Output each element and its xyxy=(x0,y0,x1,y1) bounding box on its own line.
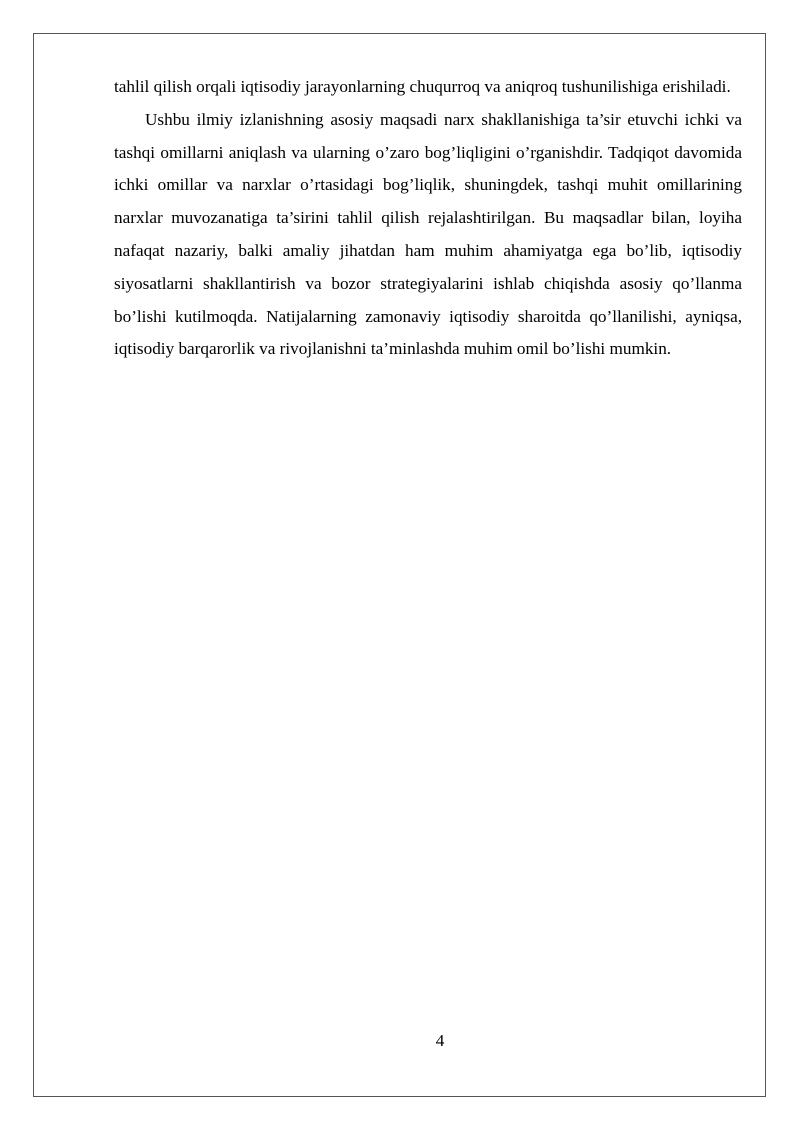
paragraph-continuation: tahlil qilish orqali iqtisodiy jarayonlarning chuqurroq va aniqroq tushunilishiga erishiladi. xyxy=(114,77,731,96)
page-number: 4 xyxy=(435,1031,445,1050)
paragraph-objective: Ushbu ilmiy izlanishning asosiy maqsadi narx shakllanishiga ta’sir etuvchi ichki va tashqi omillarni aniqlash va ularning o’zaro bog’liqligini o’rganishdir. Tadqiqot davomida ichki omillar va narxlar o’rtasidagi bog’liqlik, shuningdek, tashqi muhit omillarining narxlar muvozanatiga ta’sirini tahlil qilish rejalashtirilgan. Bu maqsadlar bilan, loyiha nafaqat nazariy, balki amaliy jihatdan ham muhim ahamiyatga ega bo’lib, iqtisodiy siyosatlarni shakllantirish va bozor strategiyalarini ishlab chiqishda asosiy qo’llanma bo’lishi kutilmoqda. Natijalarning zamonaviy iqtisodiy sharoitda qo’llanilishi, ayniqsa, iqtisodiy barqarorlik va rivojlanishni ta’minlashda muhim omil bo’lishi mumkin. xyxy=(114,109,742,359)
page-body xyxy=(114,71,742,366)
